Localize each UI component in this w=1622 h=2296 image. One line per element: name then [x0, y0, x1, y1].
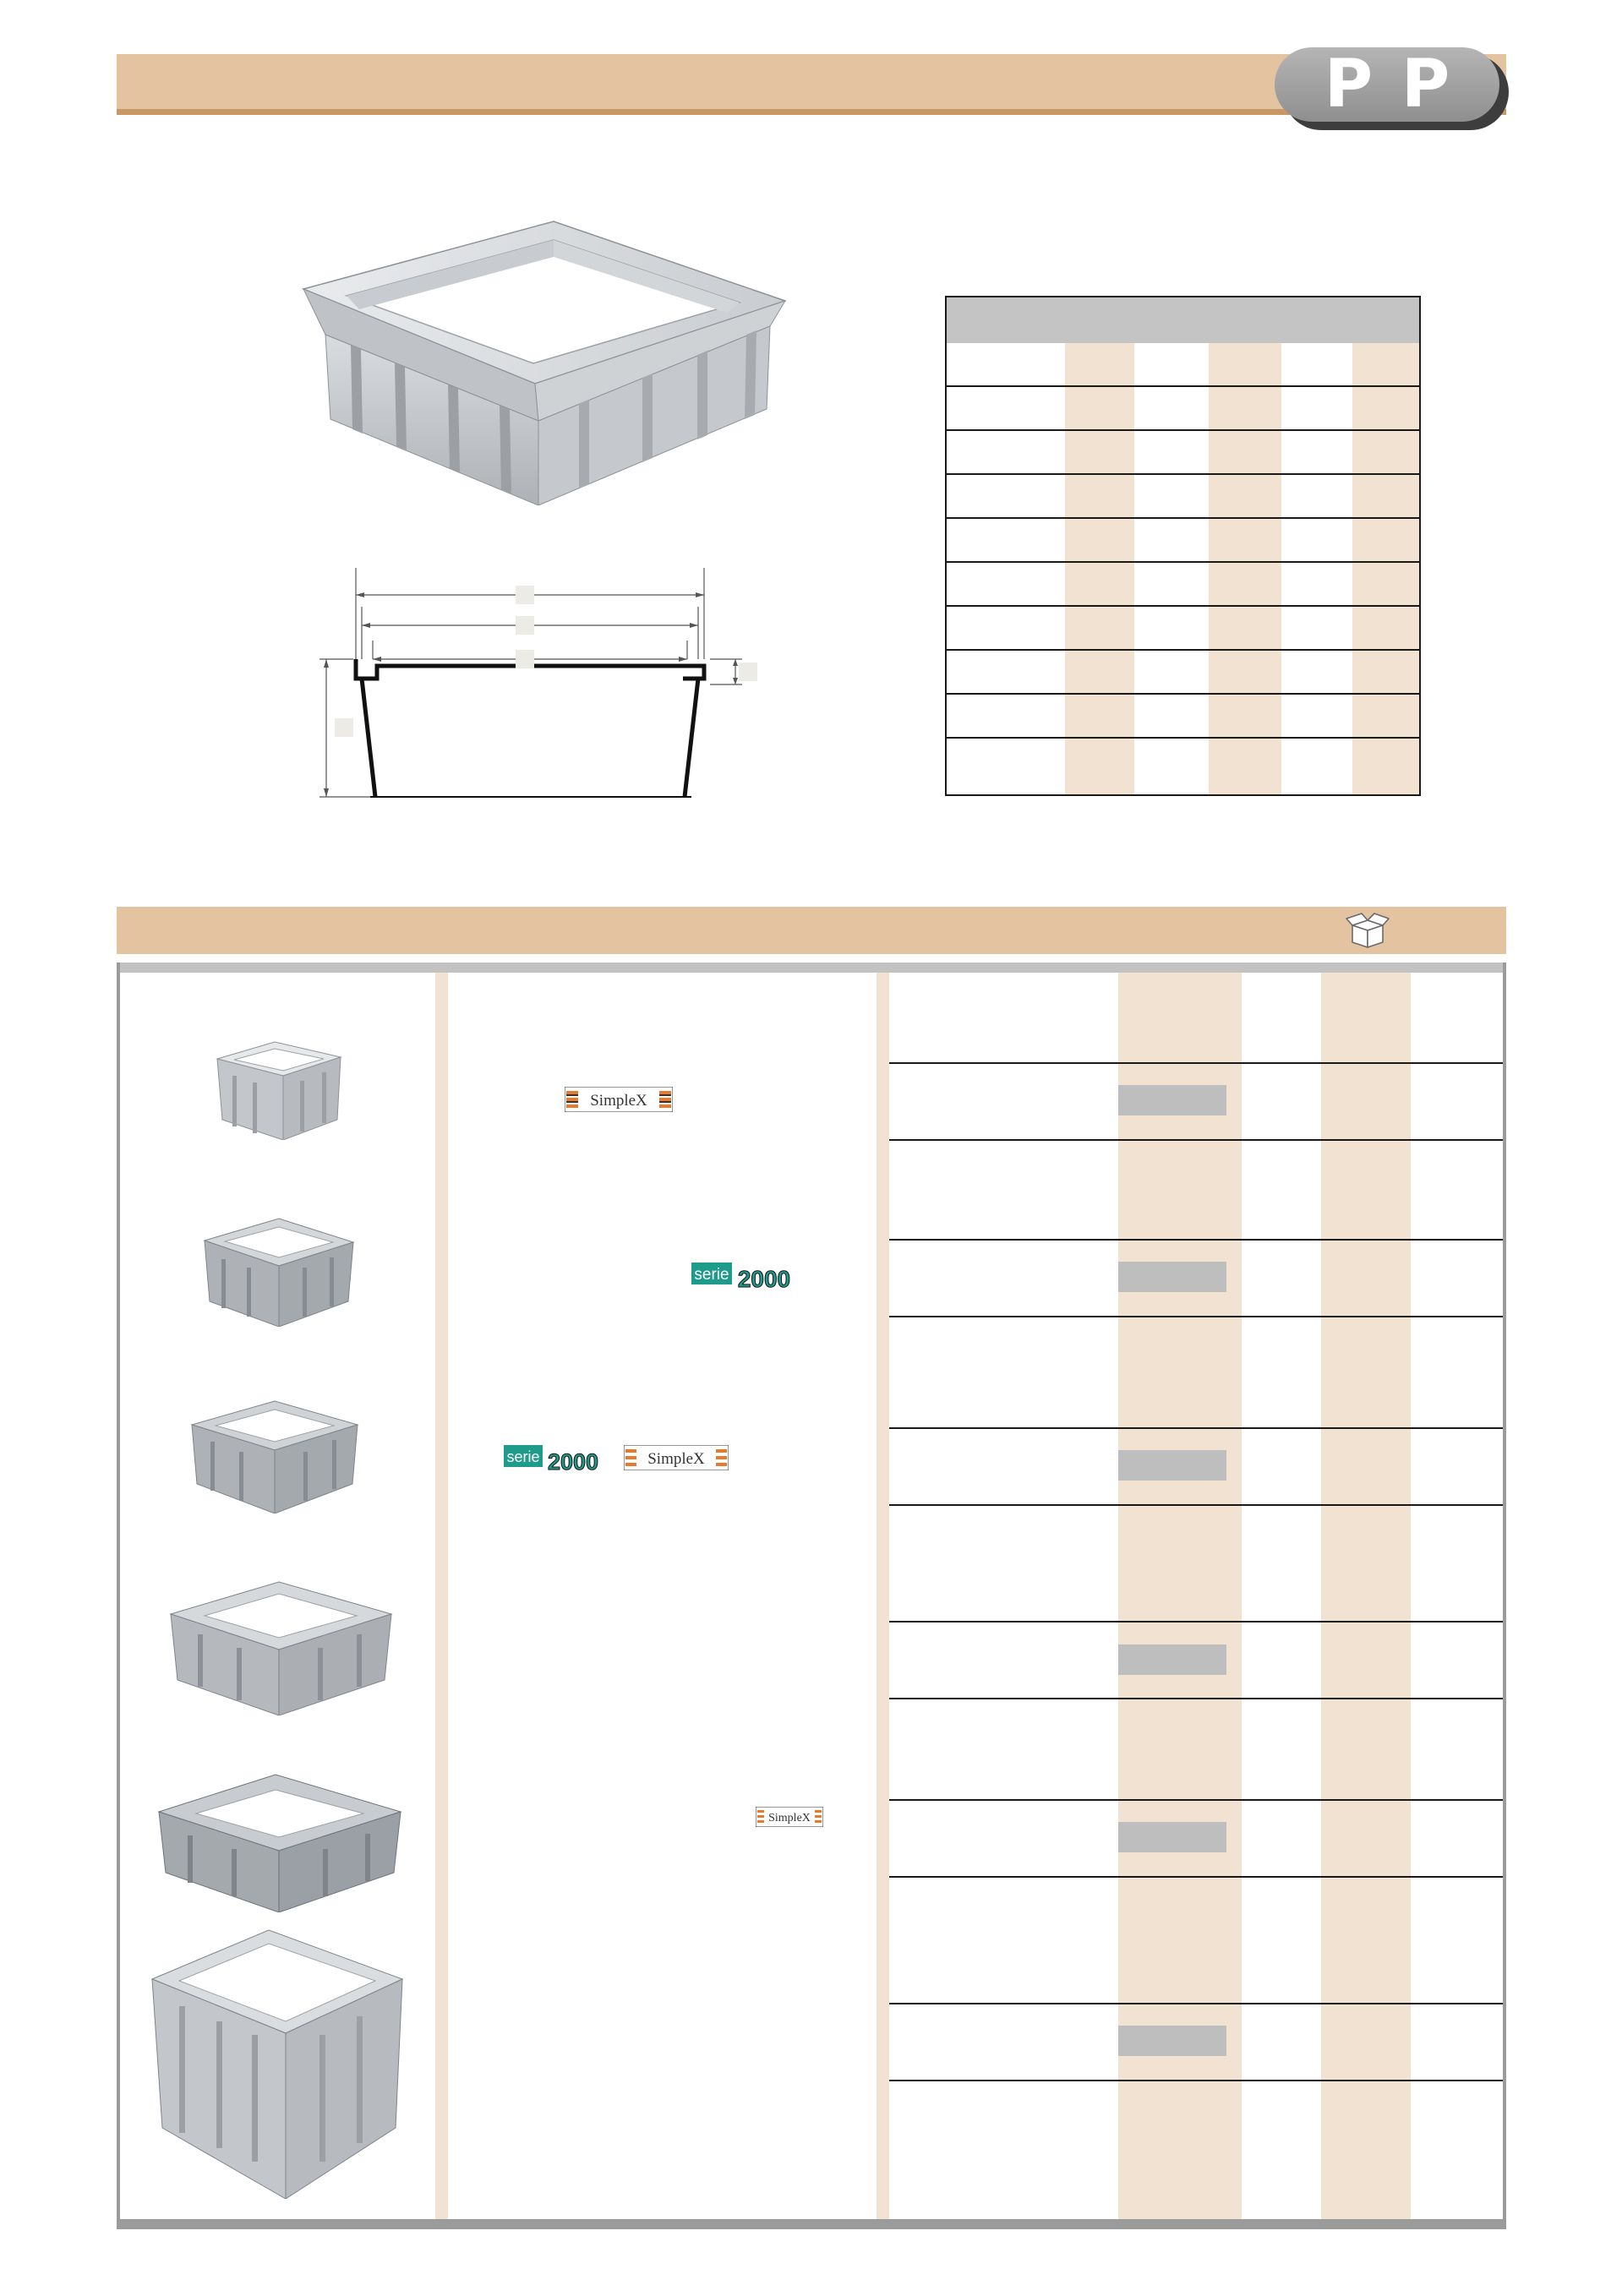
spec-row-rule	[889, 1427, 1503, 1429]
dimension-table-row-rule	[947, 649, 1419, 651]
product-photo	[300, 218, 786, 505]
spec-grey-bar	[1118, 1262, 1226, 1292]
spec-grey-bar	[1118, 2026, 1226, 2056]
spec-row-rule	[889, 1698, 1503, 1699]
product-thumbnail	[157, 1773, 402, 1912]
dimension-table-row-rule	[947, 517, 1419, 519]
dimension-table	[945, 296, 1421, 796]
catalog-right-rule	[1503, 963, 1506, 2229]
spec-row-rule	[889, 1504, 1503, 1506]
product-thumbnail	[169, 1580, 393, 1715]
simplex-logo-text: SimpleX	[647, 1450, 705, 1468]
dimension-table-row-rule	[947, 561, 1419, 563]
simplex-logo-text: SimpleX	[768, 1812, 811, 1824]
spec-row-rule	[889, 1876, 1503, 1878]
dimension-table-row-rule	[947, 693, 1419, 695]
simplex-logo-text: SimpleX	[590, 1092, 647, 1110]
spec-row-rule	[889, 1316, 1503, 1317]
product-thumbnail	[150, 1928, 404, 2199]
spec-row-rule	[889, 1621, 1503, 1622]
product-thumbnail	[203, 1217, 355, 1327]
catalog-top-rule	[117, 963, 1506, 973]
serie2000-logo-number: 2000	[737, 1266, 791, 1291]
spec-grey-bar	[1118, 1644, 1226, 1675]
product-thumbnail	[216, 1040, 342, 1140]
simplex-logo	[756, 1807, 823, 1827]
dimension-table-row-rule	[947, 737, 1419, 739]
simplex-logo	[565, 1087, 673, 1112]
serie2000-logo-word: serie	[694, 1266, 729, 1284]
dimension-table-header	[947, 297, 1419, 343]
spec-row-rule	[889, 2003, 1503, 2004]
dimension-table-shaded-column	[1352, 343, 1419, 794]
catalog-left-rule	[117, 963, 120, 2229]
spec-shaded-column	[1321, 973, 1411, 2219]
cross-section-drawing	[319, 564, 759, 801]
serie2000-logo	[504, 1442, 603, 1474]
spec-row-rule	[889, 1799, 1503, 1801]
column-divider	[435, 973, 448, 2219]
spec-row-rule	[889, 1062, 1503, 1064]
package-icon	[1344, 912, 1391, 949]
material-badge: PP	[1275, 47, 1499, 122]
dimension-table-shaded-column	[1209, 343, 1281, 794]
dimension-table-row-rule	[947, 473, 1419, 475]
product-thumbnail	[190, 1399, 359, 1513]
dimension-table-row-rule	[947, 605, 1419, 607]
serie2000-logo-number: 2000	[547, 1449, 599, 1474]
spec-grey-bar	[1118, 1822, 1226, 1852]
serie2000-logo-word: serie	[506, 1448, 540, 1465]
column-divider	[877, 973, 889, 2219]
spec-grey-bar	[1118, 1085, 1226, 1115]
spec-grey-bar	[1118, 1450, 1226, 1481]
simplex-logo	[624, 1445, 729, 1470]
catalog-header-band	[117, 907, 1506, 954]
dimension-table-row-rule	[947, 385, 1419, 387]
serie2000-logo	[691, 1259, 796, 1291]
spec-row-rule	[889, 1139, 1503, 1141]
spec-row-rule	[889, 1239, 1503, 1241]
spec-row-rule	[889, 2080, 1503, 2081]
dimension-table-shaded-column	[1065, 343, 1134, 794]
dimension-table-row-rule	[947, 429, 1419, 431]
catalog-bottom-rule	[117, 2219, 1506, 2229]
